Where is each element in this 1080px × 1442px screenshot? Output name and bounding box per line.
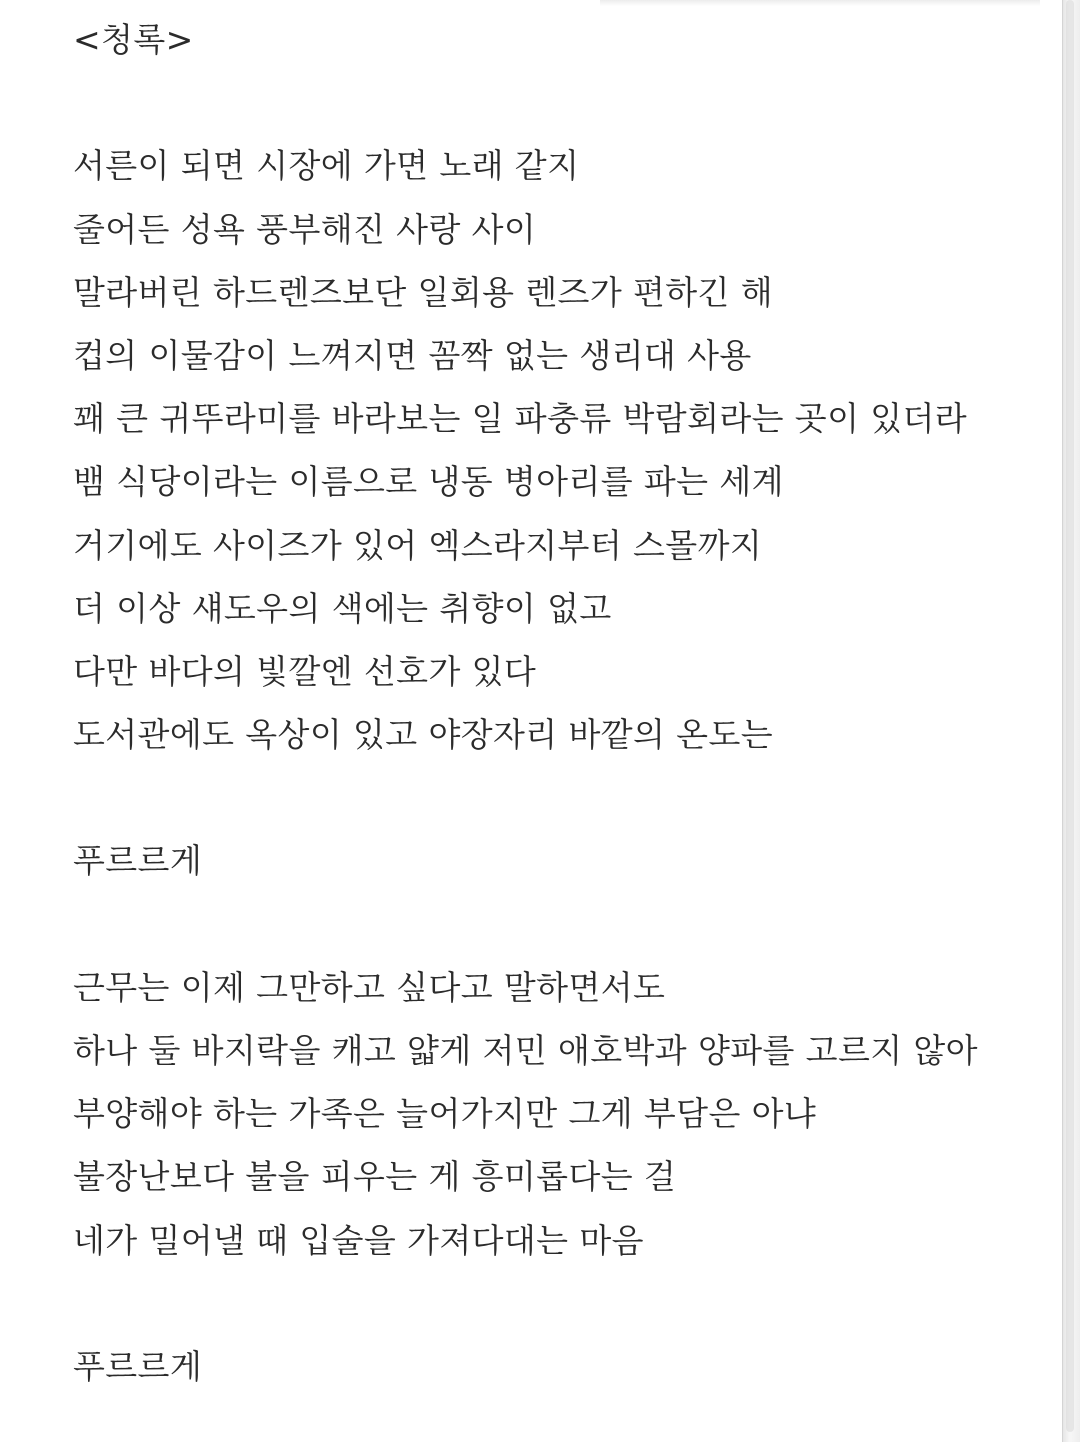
poem-line: 꽤 큰 귀뚜라미를 바라보는 일 파충류 박람회라는 곳이 있더라 bbox=[73, 399, 968, 439]
poem-line: 줄어든 성욕 풍부해진 사랑 사이 bbox=[73, 209, 537, 249]
poem-title: <청록> bbox=[73, 20, 194, 59]
poem-refrain: 푸르르게 bbox=[73, 841, 203, 881]
poem-line: 네가 밀어낼 때 입술을 가져다대는 마음 bbox=[73, 1220, 644, 1260]
poem-line: 더 이상 섀도우의 색에는 취향이 없고 bbox=[73, 588, 612, 628]
poem-line: 도서관에도 옥상이 있고 야장자리 바깥의 온도는 bbox=[73, 715, 774, 755]
poem-refrain: 푸르르게 bbox=[73, 1346, 203, 1386]
poem-line bbox=[73, 1278, 1053, 1341]
poem-line bbox=[73, 77, 1053, 140]
poem-body bbox=[73, 14, 1053, 1404]
poem-line: 부양해야 하는 가족은 늘어가지만 그게 부담은 아냐 bbox=[73, 1094, 817, 1134]
poem-line: 거기에도 사이즈가 있어 엑스라지부터 스몰까지 bbox=[73, 525, 763, 565]
poem-line: 다만 바다의 빛깔엔 선호가 있다 bbox=[73, 651, 537, 691]
poem-line bbox=[73, 899, 1053, 962]
poem-line: 서른이 되면 시장에 가면 노래 같지 bbox=[73, 146, 580, 186]
poem-line: 하나 둘 바지락을 캐고 얇게 저민 애호박과 양파를 고르지 않아 bbox=[73, 1031, 978, 1070]
poem-line: 불장난보다 불을 피우는 게 흥미롭다는 걸 bbox=[73, 1157, 677, 1197]
poem-line: 말라버린 하드렌즈보단 일회용 렌즈가 편하긴 해 bbox=[73, 272, 774, 312]
poem-line bbox=[73, 772, 1053, 835]
poem-line: 컵의 이물감이 느껴지면 꼼짝 없는 생리대 사용 bbox=[73, 335, 752, 375]
top-shadow bbox=[600, 0, 1040, 6]
scrollbar-thumb[interactable] bbox=[1066, 0, 1074, 1432]
poem-line: 근무는 이제 그만하고 싶다고 말하면서도 bbox=[73, 967, 666, 1007]
poem-line: 뱀 식당이라는 이름으로 냉동 병아리를 파는 세계 bbox=[73, 462, 784, 502]
